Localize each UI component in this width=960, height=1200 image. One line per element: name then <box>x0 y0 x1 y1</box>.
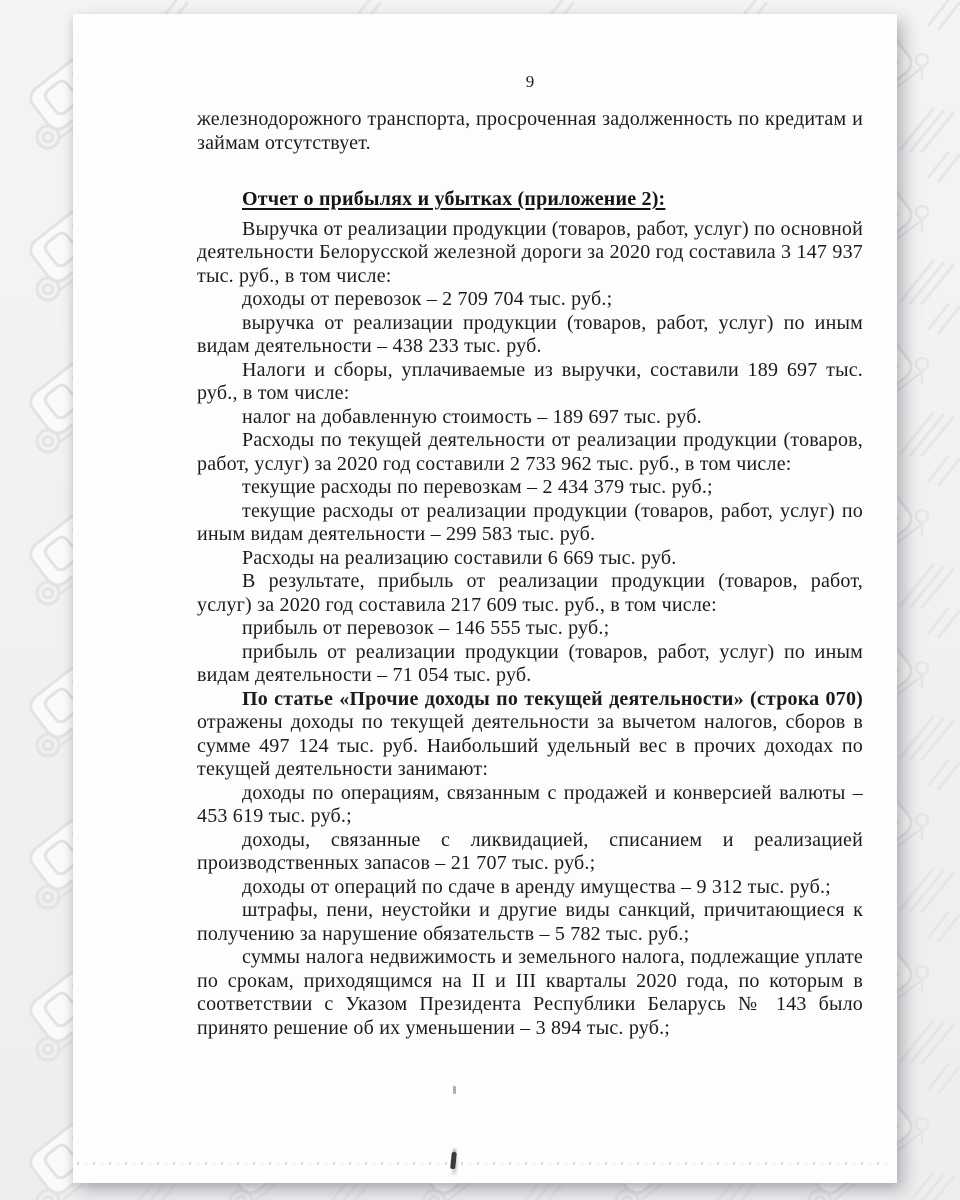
scan-artifact-speck <box>453 1086 456 1094</box>
scan-artifact-noise-line <box>77 1162 891 1165</box>
paragraph-vat: налог на добавленную стоимость – 189 697 тыс. руб. <box>242 405 702 428</box>
paragraph-other-income-lead <box>197 688 863 782</box>
paragraph-revenue-total: Выручка от реализации продукции (товаров, работ, услуг) по основной деятельности Белорусской железной дороги за 2020 год составила 3 147 937 тыс. руб., в том числе: <box>197 217 863 287</box>
income-item-tax-reduction: суммы налога недвижимость и земельного налога, подлежащие уплате по срокам, приходящимся на II и III кварталы 2020 года, по которым в соответствии с Указом Президента Республики Беларусь № 143 было принято решение об их уменьшении – 3 894 тыс. руб.; <box>197 946 863 1039</box>
paragraph-selling-expenses: Расходы на реализацию составили 6 669 тыс. руб. <box>242 546 677 569</box>
paragraph-transport-income: доходы от перевозок – 2 709 704 тыс. руб.; <box>242 288 613 310</box>
section-heading <box>197 188 863 212</box>
paragraph-other-activities-expenses: текущие расходы от реализации продукции (товаров, работ, услуг) по иным видам деятельности – 299 583 тыс. руб. <box>197 499 863 545</box>
income-item-currency: доходы по операциям, связанным с продажей и конверсией валюты – 453 619 тыс. руб.; <box>197 781 863 827</box>
scanned-page <box>73 14 897 1183</box>
other-income-bold-lead: По статье «Прочие доходы по текущей деятельности» (строка 070) <box>242 687 863 710</box>
section-heading-text: Отчет о прибылях и убытках (приложение 2): <box>242 188 666 210</box>
paragraph-expenses-total: Расходы по текущей деятельности от реализации продукции (товаров, работ, услуг) за 2020 год составили 2 733 962 тыс. руб., в том числе: <box>197 429 863 475</box>
paragraph-other-activities-revenue: выручка от реализации продукции (товаров, работ, услуг) по иным видам деятельности – 438 233 тыс. руб. <box>197 311 863 357</box>
income-item-penalties: штрафы, пени, неустойки и другие виды санкций, причитающиеся к получению за нарушение обязательств – 5 782 тыс. руб.; <box>197 899 863 945</box>
paragraph-other-activities-profit: прибыль от реализации продукции (товаров, работ, услуг) по иным видам деятельности – 71 054 тыс. руб. <box>197 640 863 686</box>
page-number: 9 <box>525 72 535 91</box>
scan-artifact-blob <box>450 1152 457 1169</box>
paragraph-profit-total: В результате, прибыль от реализации продукции (товаров, работ, услуг) за 2020 год составила 217 609 тыс. руб., в том числе: <box>197 570 863 616</box>
intro-paragraph: железнодорожного транспорта, просроченная задолженность по кредитам и займам отсутствует. <box>197 108 863 154</box>
paragraph-transport-profit: прибыль от перевозок – 146 555 тыс. руб.; <box>242 617 610 639</box>
other-income-rest: отражены доходы по текущей деятельности за вычетом налогов, сборов в сумме 497 124 тыс. руб. Наибольший удельный вес в прочих доходах по текущей деятельности занимают: <box>197 711 863 780</box>
income-item-liquidation: доходы, связанные с ликвидацией, списанием и реализацией производственных запасов – 21 707 тыс. руб.; <box>197 828 863 874</box>
paragraph-transport-expenses: текущие расходы по перевозкам – 2 434 379 тыс. руб.; <box>242 476 713 498</box>
income-item-rent: доходы от операций по сдаче в аренду имущества – 9 312 тыс. руб.; <box>242 875 831 898</box>
paragraph-taxes-total: Налоги и сборы, уплачиваемые из выручки, составили 189 697 тыс. руб., в том числе: <box>197 358 863 404</box>
